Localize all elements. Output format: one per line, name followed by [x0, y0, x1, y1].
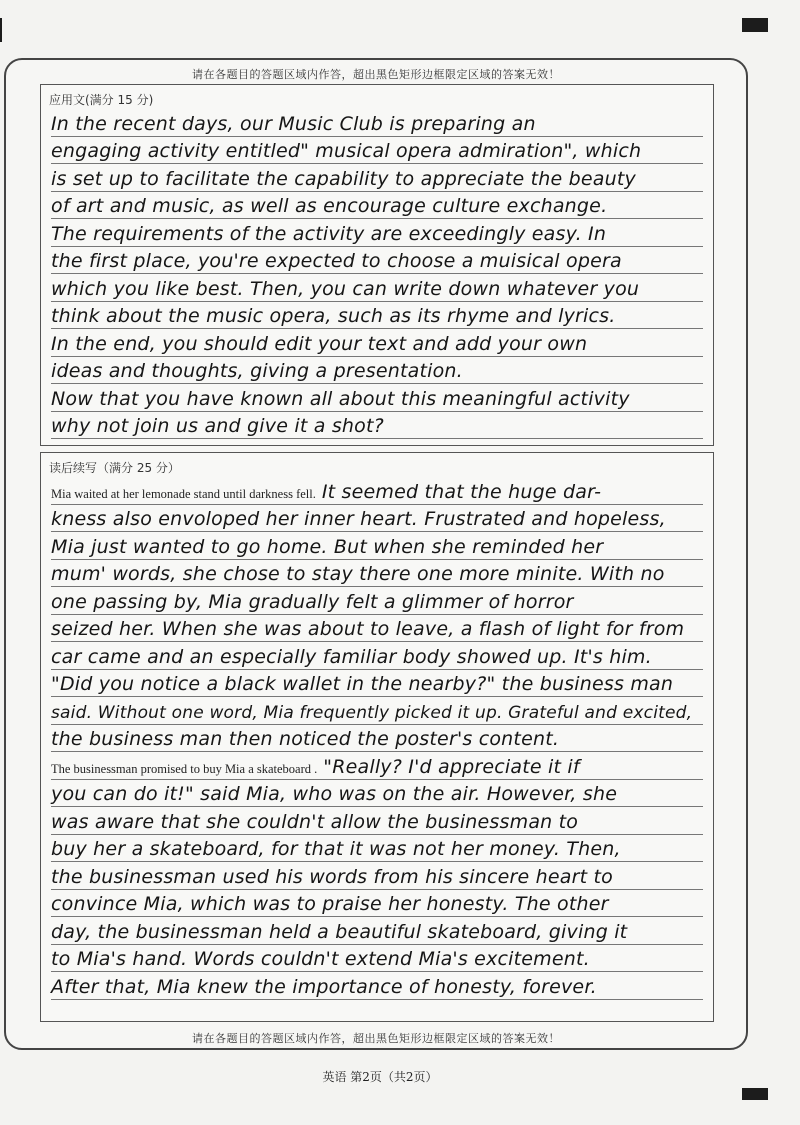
- corner-mark-top-left: [0, 18, 2, 42]
- handwritten-text: is set up to facilitate the capability to appreciate the beauty: [51, 167, 636, 190]
- handwritten-text: said. Without one word, Mia frequently picked it up. Grateful and excited,: [51, 702, 693, 723]
- handwritten-text: In the end, you should edit your text and add your own: [51, 332, 588, 355]
- handwritten-text: In the recent days, our Music Club is preparing an: [51, 112, 536, 135]
- handwritten-text: engaging activity entitled" musical opera admiration", which: [51, 140, 642, 162]
- writing-line: [51, 532, 703, 560]
- handwritten-text: After that, Mia knew the importance of honesty, forever.: [51, 975, 597, 998]
- handwritten-text: think about the music opera, such as its rhyme and lyrics.: [51, 305, 616, 327]
- section-title: 读后续写（满分 25 分）: [49, 461, 180, 475]
- handwritten-text: of art and music, as well as encourage culture exchange.: [51, 195, 608, 217]
- handwritten-text: you can do it!" said Mia, who was on the air. However, she: [51, 783, 618, 805]
- writing-line: [51, 890, 703, 918]
- writing-line: [51, 357, 703, 385]
- corner-mark-top-right: [742, 18, 768, 32]
- handwritten-text: The requirements of the activity are exceedingly easy. In: [51, 222, 607, 245]
- writing-line: [51, 917, 703, 945]
- page-footer: 英语 第2页（共2页）: [322, 1070, 438, 1084]
- handwritten-text: buy her a skateboard, for that it was not her money. Then,: [51, 838, 621, 860]
- notice-bottom: 请在各题目的答题区域内作答，超出黑色矩形边框限定区域的答案无效！: [192, 1032, 560, 1045]
- writing-line: [51, 670, 703, 698]
- handwritten-text: It seemed that the huge dar-: [321, 480, 602, 503]
- writing-line: [51, 780, 703, 808]
- writing-line: [51, 164, 703, 192]
- handwritten-text: convince Mia, which was to praise her honesty. The other: [51, 893, 609, 915]
- section-continuation-writing: [40, 452, 714, 1022]
- writing-line: [51, 835, 703, 863]
- writing-line: [51, 384, 703, 412]
- prompt-sentence-2: The businessman promised to buy Mia a skateboard .: [51, 761, 318, 776]
- prompt-sentence-1: Mia waited at her lemonade stand until darkness fell.: [51, 486, 316, 501]
- writing-line: [51, 274, 703, 302]
- writing-line: [51, 109, 703, 137]
- handwritten-text: [51, 481, 601, 503]
- writing-line: [51, 587, 703, 615]
- handwritten-text: Mia just wanted to go home. But when she reminded her: [51, 535, 604, 558]
- section-title: 应用文(满分 15 分): [49, 93, 154, 107]
- section-practical-writing: [40, 84, 714, 446]
- writing-line: [51, 505, 703, 533]
- handwritten-text: the business man then noticed the poster's content.: [51, 728, 560, 750]
- handwritten-text: "Really? I'd appreciate it if: [323, 755, 580, 778]
- handwritten-text: mum' words, she chose to stay there one more minite. With no: [51, 563, 665, 585]
- handwritten-text: kness also envoloped her inner heart. Frustrated and hopeless,: [51, 508, 666, 530]
- writing-line: [51, 219, 703, 247]
- handwritten-text: car came and an especially familiar body showed up. It's him.: [51, 645, 652, 668]
- writing-line: [51, 302, 703, 330]
- handwritten-text: which you like best. Then, you can write down whatever you: [51, 277, 640, 300]
- writing-line: [51, 697, 703, 725]
- corner-mark-bottom-right: [742, 1088, 768, 1100]
- writing-line: [51, 725, 703, 753]
- writing-line: [51, 329, 703, 357]
- writing-line: [51, 615, 703, 643]
- handwritten-text: to Mia's hand. Words couldn't extend Mia's excitement.: [51, 948, 590, 970]
- handwritten-text: [51, 756, 580, 778]
- handwritten-text: day, the businessman held a beautiful skateboard, giving it: [51, 920, 628, 943]
- writing-line: [51, 972, 703, 1000]
- writing-line: [51, 137, 703, 165]
- writing-line: [51, 862, 703, 890]
- handwritten-text: one passing by, Mia gradually felt a glimmer of horror: [51, 590, 574, 613]
- handwritten-text: the businessman used his words from his sincere heart to: [51, 865, 614, 888]
- handwritten-text: the first place, you're expected to choose a muisical opera: [51, 250, 622, 272]
- handwritten-text: ideas and thoughts, giving a presentation.: [51, 360, 463, 382]
- writing-line: [51, 477, 703, 505]
- handwritten-text: why not join us and give it a shot?: [51, 415, 384, 437]
- handwritten-text: was aware that she couldn't allow the businessman to: [51, 810, 579, 833]
- writing-line: [51, 642, 703, 670]
- answer-frame: [4, 58, 748, 1050]
- writing-line: [51, 412, 703, 440]
- handwritten-text: "Did you notice a black wallet in the nearby?" the business man: [51, 673, 674, 695]
- notice-top: 请在各题目的答题区域内作答，超出黑色矩形边框限定区域的答案无效！: [192, 68, 560, 81]
- writing-lines: [51, 477, 703, 1000]
- writing-line: [51, 807, 703, 835]
- writing-lines: [51, 109, 703, 439]
- writing-line: [51, 752, 703, 780]
- writing-line: [51, 192, 703, 220]
- writing-line: [51, 247, 703, 275]
- handwritten-text: Now that you have known all about this meaningful activity: [51, 387, 630, 410]
- writing-line: [51, 560, 703, 588]
- writing-line: [51, 945, 703, 973]
- handwritten-text: seized her. When she was about to leave, a flash of light for from: [51, 618, 685, 640]
